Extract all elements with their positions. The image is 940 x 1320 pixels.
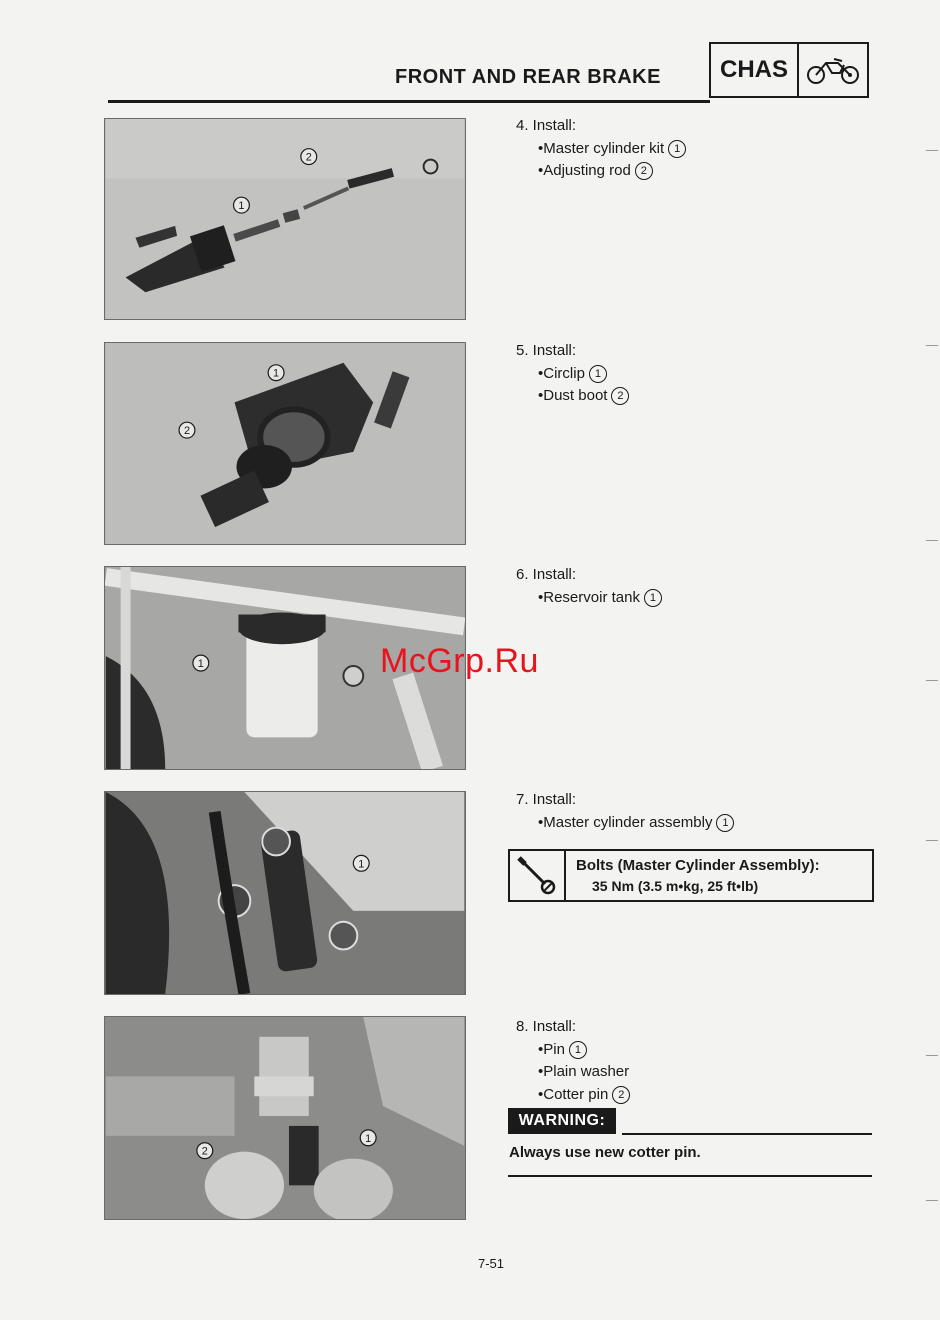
ref-number: 1 [716,814,734,832]
torque-wrench-icon [510,851,566,900]
step-item: •Circlip 1 [538,363,629,386]
step-item: •Plain washer [538,1063,630,1080]
edge-mark [926,840,938,841]
callout-number: 1 [365,1132,372,1145]
callout-number: 1 [358,858,365,871]
step-4 [516,115,686,183]
step-heading: 4. Install: [516,117,577,134]
edge-mark [926,345,938,346]
callout-number: 1 [273,367,280,380]
step-8 [516,1016,630,1106]
photo-circlip-dust-boot [104,342,466,545]
step-heading: 6. Install: [516,566,577,583]
header-rule [108,100,710,103]
step-heading: 5. Install: [516,342,577,359]
watermark: McGrp.Ru [380,642,539,680]
section-code: CHAS [711,44,799,96]
callout-number: 2 [201,1145,208,1158]
step-item: •Cotter pin 2 [538,1084,630,1107]
step-heading: 7. Install: [516,791,577,808]
edge-mark [926,1055,938,1056]
ref-number: 1 [569,1041,587,1059]
step-item: •Pin 1 [538,1039,630,1062]
motorcycle-icon [799,44,867,96]
torque-spec-box [508,849,874,902]
section-badge [709,42,869,98]
ref-number: 1 [644,589,662,607]
step-7 [516,789,734,834]
step-6 [516,564,662,609]
edge-mark [926,1200,938,1201]
warning-rule [622,1133,872,1135]
step-item: •Adjusting rod 2 [538,160,686,183]
photo-pin-cotter [104,1016,466,1220]
page-number: 7-51 [478,1256,505,1271]
photo-master-cylinder-assembly [104,791,466,995]
ref-number: 1 [589,365,607,383]
edge-mark [926,680,938,681]
step-item: •Master cylinder assembly 1 [538,812,734,835]
ref-number: 1 [668,140,686,158]
callout-number: 2 [183,425,191,438]
step-item: •Dust boot 2 [538,385,629,408]
step-5 [516,340,629,408]
step-item: •Reservoir tank 1 [538,587,662,610]
warning-text: Always use new cotter pin. [509,1144,701,1161]
callout-number: 1 [238,200,245,213]
edge-mark [926,540,938,541]
page-title: FRONT AND REAR BRAKE [395,66,661,88]
torque-value: 35 Nm (3.5 m•kg, 25 ft•lb) [592,878,759,894]
photo-master-cylinder-kit [104,118,466,320]
torque-label: Bolts (Master Cylinder Assembly): [576,857,820,874]
callout-number: 2 [305,151,312,164]
step-heading: 8. Install: [516,1018,577,1035]
edge-mark [926,150,938,151]
step-item: •Master cylinder kit 1 [538,138,686,161]
ref-number: 2 [611,387,629,405]
warning-label: WARNING: [508,1108,616,1134]
ref-number: 2 [612,1086,630,1104]
warning-bottom-rule [508,1175,872,1177]
ref-number: 2 [635,162,653,180]
callout-number: 1 [197,658,204,671]
